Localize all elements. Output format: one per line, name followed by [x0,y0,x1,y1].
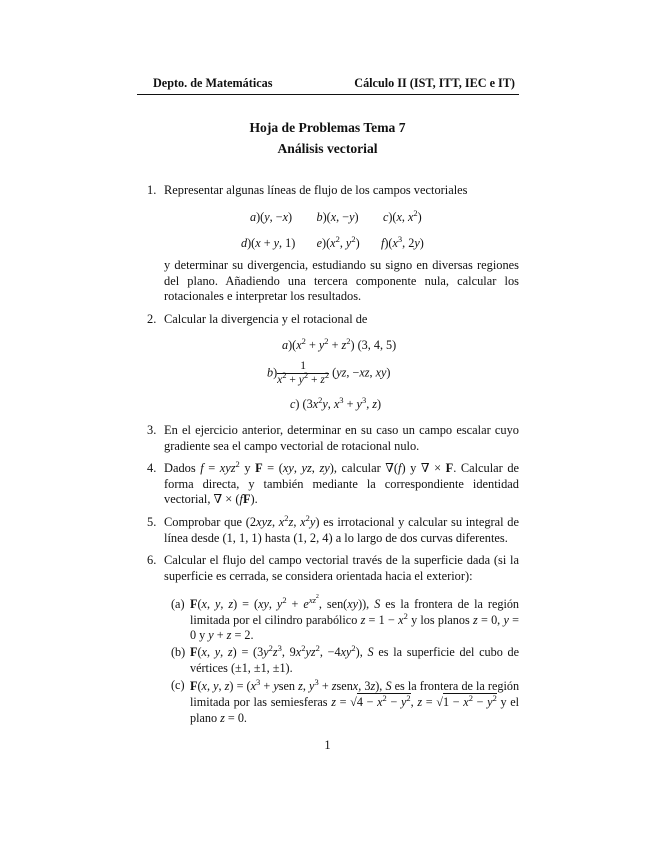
problem-1-fields-row2: d)(x + y, 1) $e)(x^2$, $y^2$) $f)(x^3$, 2y) [241,234,424,250]
problem-5-number: 5. [147,515,157,529]
problem-6-text: Calcular el flujo del campo vectorial través de la superficie dada (si la superficie es cerrada, se considera orientada hacia el exterior): [164,553,519,583]
page-title: Hoja de Problemas Tema 7 [249,120,406,135]
problem-1-text: Representar algunas líneas de flujo de los campos vectoriales [164,183,468,197]
problem-2-field-c: c) ($3x^2y$, $x^3 + y^3$, z) [290,395,382,411]
problem-2-number: 2. [147,312,157,326]
page-number: 1 [324,738,331,752]
page-header [137,76,519,95]
problem-1-number: 1. [147,183,157,197]
problem-3-number: 3. [147,423,157,437]
problem-2-field-a: $a)(x^2 + y^2 + z^2)$ (3, 4, 5) [282,336,397,352]
problem-6b-text: F(x, y, $z) = (3y^2z^3$, $9x^2yz^2$, $-4xy^2$), S es la superficie del cubo de vértices (±1, ±1, ±1). [190,643,520,675]
header-department: Depto. de Matemáticas [153,76,273,90]
problem-2-text: Calcular la divergencia y el rotacional de [164,312,368,326]
problem-6a-label: (a) [171,597,185,611]
problem-6b-label: (b) [171,645,186,659]
problem-5-text: Comprobar que (2xyz, $x^2z$, $x^2y$) es irrotacional y calcular su integral de línea desde (1, 1, 1) hasta (1, 2, 4) a lo largo de dos curvas diferentes. [164,513,520,545]
problem-1-fields-row1: a)(y, −x) b)(x, −y) c)(x, $x^2$) [250,208,422,224]
problem-6c-label: (c) [171,678,185,692]
problem-4-text: Dados f = xyz$^2$ y F = (xy, yz, zy), calcular ∇(f) y ∇ × F. Calcular de forma directa, y también mediante la correspondiente identidad vectorial, ∇ × (fF). [164,459,520,507]
header-course: Cálculo II (IST, ITT, IEC e IT) [354,76,515,90]
page-subtitle: Análisis vectorial [277,141,378,156]
problem-2-field-b: b) $\frac{1}{x^2 + y^2 + z^2}$ (yz, −xz, xy) [267,360,391,386]
problem-6-number: 6. [147,553,157,567]
problem-1-continuation: y determinar su divergencia, estudiando su signo en diversas regiones del plano. Añadiendo una tercera componente nula, calcular los rotacionales e interpretar los resultados. [164,258,519,304]
problem-6c-text: F(x, y, $z) = (x^3$ + ysen z, $y^3$ + zsenx, 3z), S es la frontera de la región limitada por las semiesferas $z = √4 - x^2 - y^2$, $z = √1 - x^2 - y^2$ y el plano z = 0. [190,677,520,725]
problem-6a-text: F(x, y, z) = (xy, $y^2 + e^{xz^2}$, sen(xy)), S es la frontera de la región limitada por el cilindro parabólico $z = 1 - x^2$ y los planos z = 0, y = 0 y y + z = 2. [190,594,520,643]
problem-4-number: 4. [147,461,157,475]
problem-3-text: En el ejercicio anterior, determinar en su caso un campo escalar cuyo gradiente sea el campo vectorial de rotacional nulo. [164,423,519,453]
